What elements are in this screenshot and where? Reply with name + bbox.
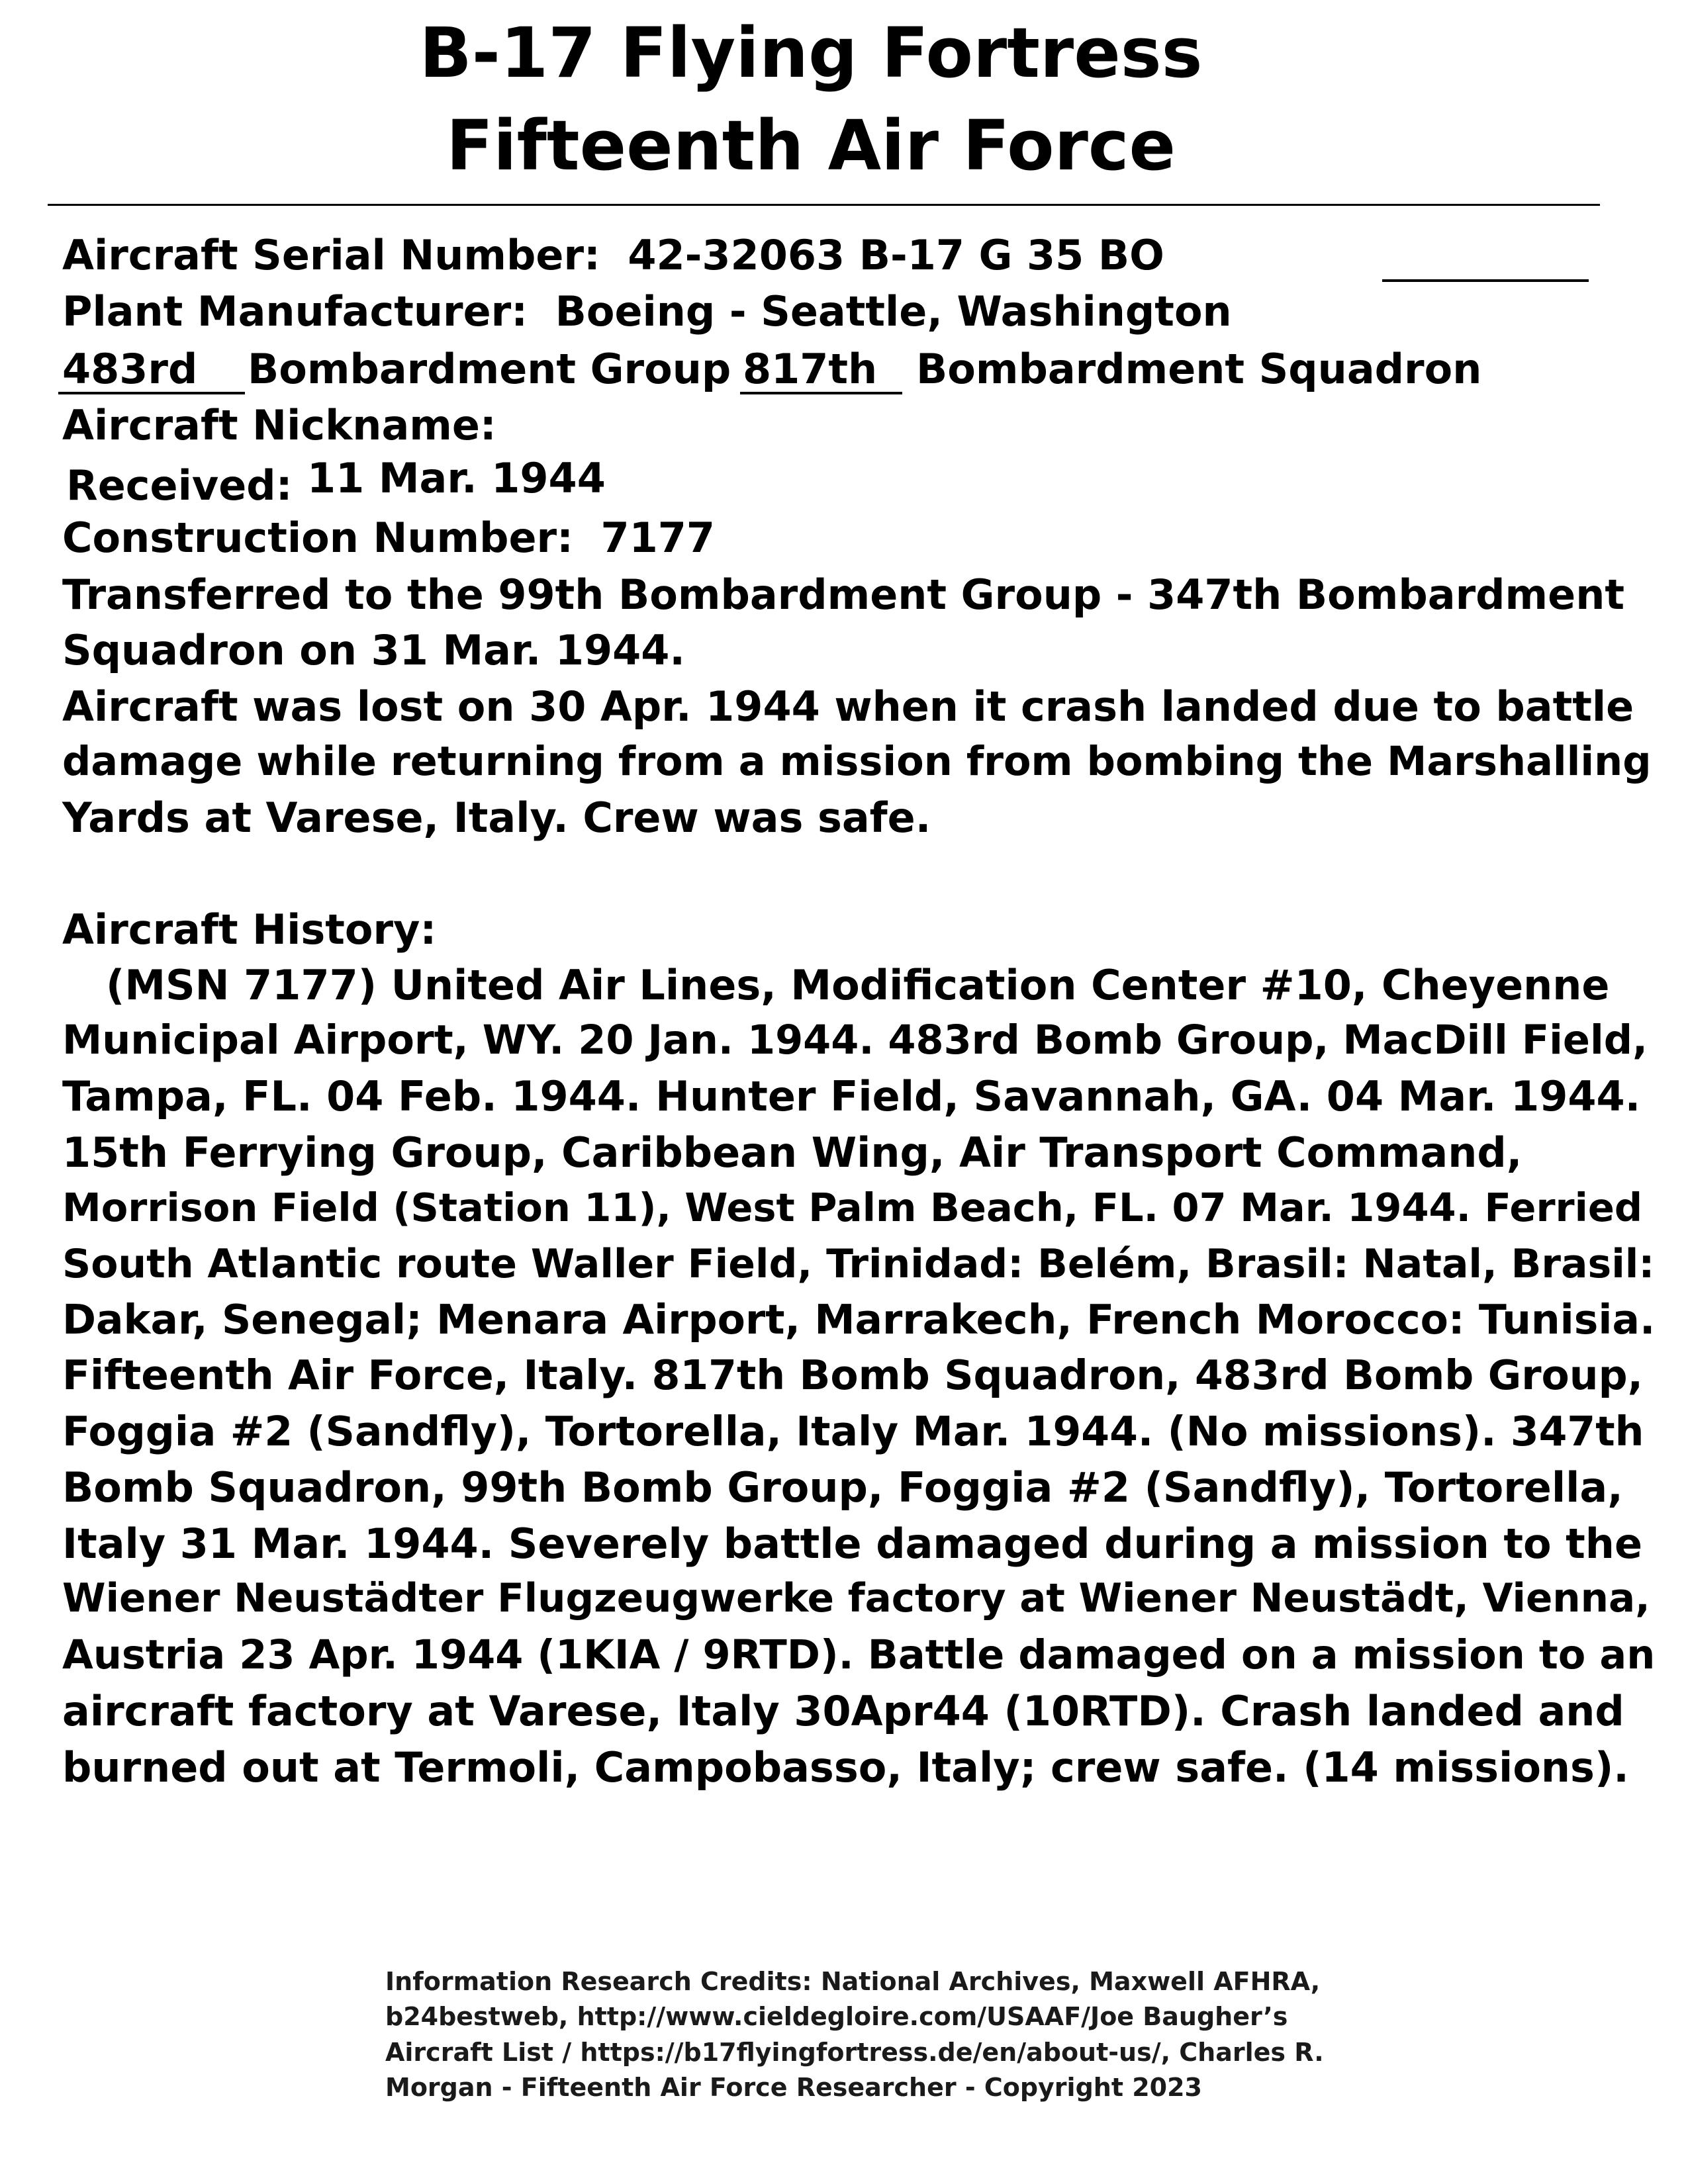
history-line: Fifteenth Air Force, Italy. 817th Bomb Squadron, 483rd Bomb Group,	[62, 1351, 1643, 1399]
history-line: 15th Ferrying Group, Caribbean Wing, Air Transport Command,	[62, 1128, 1523, 1177]
summary-line: Aircraft was lost on 30 Apr. 1944 when it crash landed due to battle	[62, 682, 1634, 731]
title-divider	[48, 204, 1600, 206]
credits-line: Morgan - Fifteenth Air Force Researcher - Copyright 2023	[385, 2073, 1202, 2102]
credits-line: b24bestweb, http://www.cieldegloire.com/USAAF/Joe Baugher’s	[385, 2002, 1288, 2031]
serial-row	[62, 231, 1164, 279]
serial-blank-line	[1382, 279, 1589, 282]
serial-value: 42-32063 B-17 G 35 BO	[628, 231, 1164, 279]
history-line: Municipal Airport, WY. 20 Jan. 1944. 483rd Bomb Group, MacDill Field,	[62, 1017, 1648, 1064]
summary-line: Squadron on 31 Mar. 1944.	[62, 626, 685, 674]
squadron-value: 817th	[743, 345, 878, 393]
received-label: Received:	[66, 461, 293, 510]
history-heading: Aircraft History:	[62, 905, 437, 954]
manufacturer-row	[62, 287, 1232, 336]
history-line: Tampa, FL. 04 Feb. 1944. Hunter Field, Savannah, GA. 04 Mar. 1944.	[62, 1072, 1641, 1120]
group-row	[62, 345, 731, 393]
history-line: aircraft factory at Varese, Italy 30Apr44 (10RTD). Crash landed and	[62, 1687, 1624, 1735]
history-line: Morrison Field (Station 11), West Palm Beach, FL. 07 Mar. 1944. Ferried	[62, 1185, 1643, 1230]
group-label: Bombardment Group	[248, 345, 731, 393]
title-line-1: B-17 Flying Fortress	[419, 13, 1203, 93]
summary-line: Yards at Varese, Italy. Crew was safe.	[62, 794, 931, 842]
history-line: Bomb Squadron, 99th Bomb Group, Foggia #2 (Sandfly), Tortorella,	[62, 1463, 1623, 1512]
history-line: Austria 23 Apr. 1944 (1KIA / 9RTD). Battle damaged on a mission to an	[62, 1632, 1656, 1678]
nickname-label: Aircraft Nickname:	[62, 401, 496, 449]
history-line: Foggia #2 (Sandfly), Tortorella, Italy Mar. 1944. (No missions). 347th	[62, 1408, 1644, 1455]
group-underline	[58, 392, 245, 394]
title-line-2: Fifteenth Air Force	[445, 105, 1176, 186]
summary-line: damage while returning from a mission from bombing the Marshalling	[62, 739, 1652, 785]
manufacturer-label: Plant Manufacturer:	[62, 287, 528, 336]
history-line: Wiener Neustädter Flugzeugwerke factory at Wiener Neustädt, Vienna,	[62, 1576, 1650, 1621]
construction-value: 7177	[600, 514, 716, 562]
credits-line: Aircraft List / https://b17flyingfortress.de/en/about-us/, Charles R.	[385, 2038, 1324, 2067]
history-line: South Atlantic route Waller Field, Trinidad: Belém, Brasil: Natal, Brasil:	[62, 1241, 1655, 1287]
serial-label: Aircraft Serial Number:	[62, 231, 600, 279]
history-line: burned out at Termoli, Campobasso, Italy; crew safe. (14 missions).	[62, 1743, 1629, 1792]
squadron-row	[743, 345, 1482, 393]
squadron-underline	[740, 392, 902, 394]
history-line: (MSN 7177) United Air Lines, Modification Center #10, Cheyenne	[106, 961, 1610, 1009]
summary-line: Transferred to the 99th Bombardment Group - 347th Bombardment	[62, 570, 1624, 619]
construction-row	[62, 514, 716, 562]
group-value: 483rd	[62, 345, 198, 393]
history-line: Dakar, Senegal; Menara Airport, Marrakech, French Morocco: Tunisia.	[62, 1296, 1656, 1343]
history-line: Italy 31 Mar. 1944. Severely battle damaged during a mission to the	[62, 1520, 1642, 1568]
credits-line: Information Research Credits: National Archives, Maxwell AFHRA,	[385, 1967, 1321, 1996]
manufacturer-value: Boeing - Seattle, Washington	[555, 287, 1232, 336]
squadron-label: Bombardment Squadron	[916, 345, 1482, 393]
construction-label: Construction Number:	[62, 514, 573, 562]
received-value: 11 Mar. 1944	[307, 454, 606, 502]
